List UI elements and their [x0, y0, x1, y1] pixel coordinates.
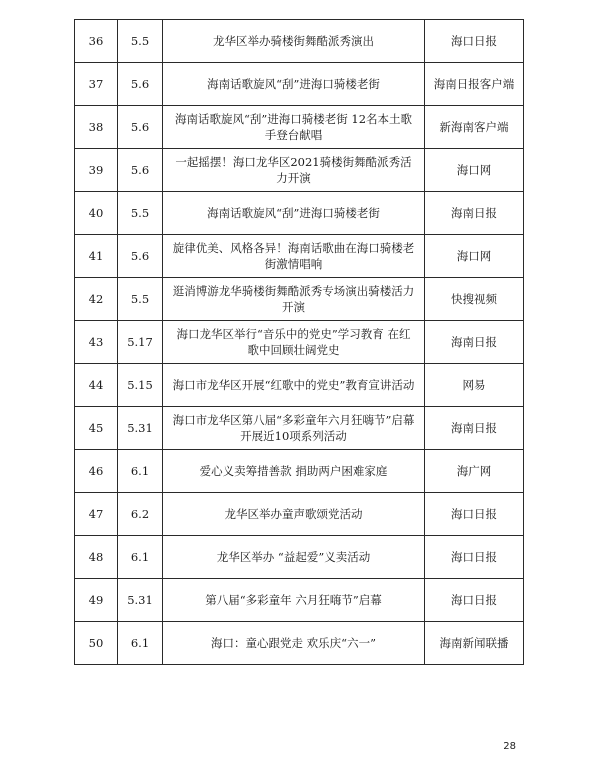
table-row: [75, 364, 524, 407]
date-text: 5.31: [127, 593, 153, 607]
date-text: 5.5: [130, 292, 150, 306]
row-number-text: 48: [88, 550, 104, 564]
table-row: [75, 622, 524, 665]
date-cell: [118, 278, 163, 321]
source-cell: [425, 149, 524, 192]
row-number-text: 36: [88, 34, 104, 48]
date-cell: [118, 407, 163, 450]
source-cell: [425, 63, 524, 106]
date-cell: [118, 536, 163, 579]
row-number-cell: [75, 493, 118, 536]
date-cell: [118, 450, 163, 493]
title-text: 逛消博游龙华骑楼街舞酷派秀专场演出骑楼活力开演: [172, 284, 415, 314]
row-number-cell: [75, 235, 118, 278]
source-text: 海口日报: [451, 550, 497, 564]
row-number-cell: [75, 364, 118, 407]
date-text: 6.2: [130, 507, 150, 521]
row-number-text: 38: [88, 120, 104, 134]
source-cell: [425, 20, 524, 63]
title-cell: [163, 407, 425, 450]
source-text: 海口网: [456, 163, 492, 177]
row-number-text: 45: [88, 421, 104, 435]
row-number-text: 49: [88, 593, 104, 607]
report-table: [74, 19, 524, 665]
row-number-cell: [75, 63, 118, 106]
date-cell: [118, 63, 163, 106]
title-text: 海南话歌旋风“刮”进海口骑楼老街: [207, 206, 380, 220]
date-text: 5.5: [130, 34, 150, 48]
row-number-cell: [75, 278, 118, 321]
row-number-text: 40: [88, 206, 104, 220]
table-row: [75, 63, 524, 106]
title-cell: [163, 192, 425, 235]
table-row: [75, 450, 524, 493]
date-cell: [118, 235, 163, 278]
source-cell: [425, 106, 524, 149]
title-text: 海口：童心跟党走 欢乐庆“六一”: [211, 636, 376, 650]
source-text: 海口网: [456, 249, 492, 263]
source-text: 海南日报: [451, 335, 497, 349]
title-text: 一起摇摆！海口龙华区2021骑楼街舞酷派秀活力开演: [175, 155, 412, 185]
title-text: 龙华区举办 “益起爱”义卖活动: [216, 550, 371, 564]
source-text: 海口日报: [451, 34, 497, 48]
date-cell: [118, 192, 163, 235]
title-text: 海南话歌旋风“刮”进海口骑楼老街 12名本土歌手登台献唱: [174, 112, 413, 142]
row-number-cell: [75, 321, 118, 364]
date-cell: [118, 149, 163, 192]
source-text: 海广网: [456, 464, 492, 478]
source-cell: [425, 493, 524, 536]
title-cell: [163, 278, 425, 321]
table-row: [75, 149, 524, 192]
title-cell: [163, 622, 425, 665]
date-text: 6.1: [130, 550, 150, 564]
title-text: 海口龙华区举行“音乐中的党史”学习教育 在红歌中回顾壮阔党史: [176, 327, 411, 357]
title-cell: [163, 450, 425, 493]
date-cell: [118, 579, 163, 622]
date-text: 5.6: [130, 77, 150, 91]
source-cell: [425, 536, 524, 579]
title-cell: [163, 106, 425, 149]
source-text: 海南新闻联播: [439, 636, 509, 650]
row-number-text: 41: [88, 249, 104, 263]
title-text: 龙华区举办童声歌颂党活动: [224, 507, 363, 521]
page-number: 28: [503, 741, 516, 752]
date-text: 5.6: [130, 163, 150, 177]
title-text: 爱心义卖筹措善款 捐助两户困难家庭: [199, 464, 388, 478]
date-cell: [118, 20, 163, 63]
source-text: 网易: [462, 378, 486, 392]
title-cell: [163, 235, 425, 278]
row-number-text: 43: [88, 335, 104, 349]
date-text: 5.17: [127, 335, 153, 349]
row-number-text: 42: [88, 292, 104, 306]
row-number-text: 44: [88, 378, 104, 392]
row-number-text: 37: [88, 77, 104, 91]
source-cell: [425, 450, 524, 493]
title-cell: [163, 20, 425, 63]
table-row: [75, 235, 524, 278]
title-text: 龙华区举办骑楼街舞酷派秀演出: [213, 34, 374, 48]
row-number-cell: [75, 106, 118, 149]
row-number-cell: [75, 579, 118, 622]
row-number-cell: [75, 450, 118, 493]
source-cell: [425, 364, 524, 407]
title-cell: [163, 493, 425, 536]
title-text: 海口市龙华区开展“红歌中的党史”教育宣讲活动: [172, 378, 415, 392]
source-cell: [425, 321, 524, 364]
row-number-cell: [75, 622, 118, 665]
source-text: 海口日报: [451, 507, 497, 521]
source-text: 海南日报客户端: [433, 77, 515, 91]
table-row: [75, 106, 524, 149]
date-text: 5.15: [127, 378, 153, 392]
row-number-text: 39: [88, 163, 104, 177]
title-cell: [163, 364, 425, 407]
date-cell: [118, 493, 163, 536]
row-number-text: 47: [88, 507, 104, 521]
table-row: [75, 407, 524, 450]
source-text: 海南日报: [451, 421, 497, 435]
source-cell: [425, 192, 524, 235]
table-row: [75, 20, 524, 63]
date-text: 5.5: [130, 206, 150, 220]
source-cell: [425, 579, 524, 622]
title-cell: [163, 63, 425, 106]
source-text: 快搜视频: [451, 292, 497, 306]
table-row: [75, 579, 524, 622]
title-text: 第八届“多彩童年 六月狂嗨节”启幕: [205, 593, 382, 607]
row-number-cell: [75, 192, 118, 235]
table-row: [75, 536, 524, 579]
row-number-cell: [75, 536, 118, 579]
title-cell: [163, 579, 425, 622]
table-row: [75, 321, 524, 364]
date-cell: [118, 106, 163, 149]
source-cell: [425, 407, 524, 450]
title-cell: [163, 536, 425, 579]
source-text: 海口日报: [451, 593, 497, 607]
date-cell: [118, 364, 163, 407]
row-number-text: 50: [88, 636, 104, 650]
title-cell: [163, 321, 425, 364]
source-cell: [425, 622, 524, 665]
date-cell: [118, 622, 163, 665]
row-number-cell: [75, 149, 118, 192]
table-row: [75, 278, 524, 321]
table-row: [75, 192, 524, 235]
date-cell: [118, 321, 163, 364]
table-body: [75, 20, 524, 665]
row-number-text: 46: [88, 464, 104, 478]
title-cell: [163, 149, 425, 192]
title-text: 海南话歌旋风“刮”进海口骑楼老街: [207, 77, 380, 91]
source-cell: [425, 278, 524, 321]
date-text: 5.31: [127, 421, 153, 435]
table-row: [75, 493, 524, 536]
title-text: 海口市龙华区第八届“多彩童年六月狂嗨节”启幕 开展近10项系列活动: [172, 413, 415, 443]
date-text: 6.1: [130, 464, 150, 478]
date-text: 6.1: [130, 636, 150, 650]
source-text: 海南日报: [451, 206, 497, 220]
source-text: 新海南客户端: [439, 120, 509, 134]
row-number-cell: [75, 407, 118, 450]
date-text: 5.6: [130, 249, 150, 263]
date-text: 5.6: [130, 120, 150, 134]
title-text: 旋律优美、风格各异！海南话歌曲在海口骑楼老街激情唱响: [172, 241, 415, 271]
source-cell: [425, 235, 524, 278]
row-number-cell: [75, 20, 118, 63]
